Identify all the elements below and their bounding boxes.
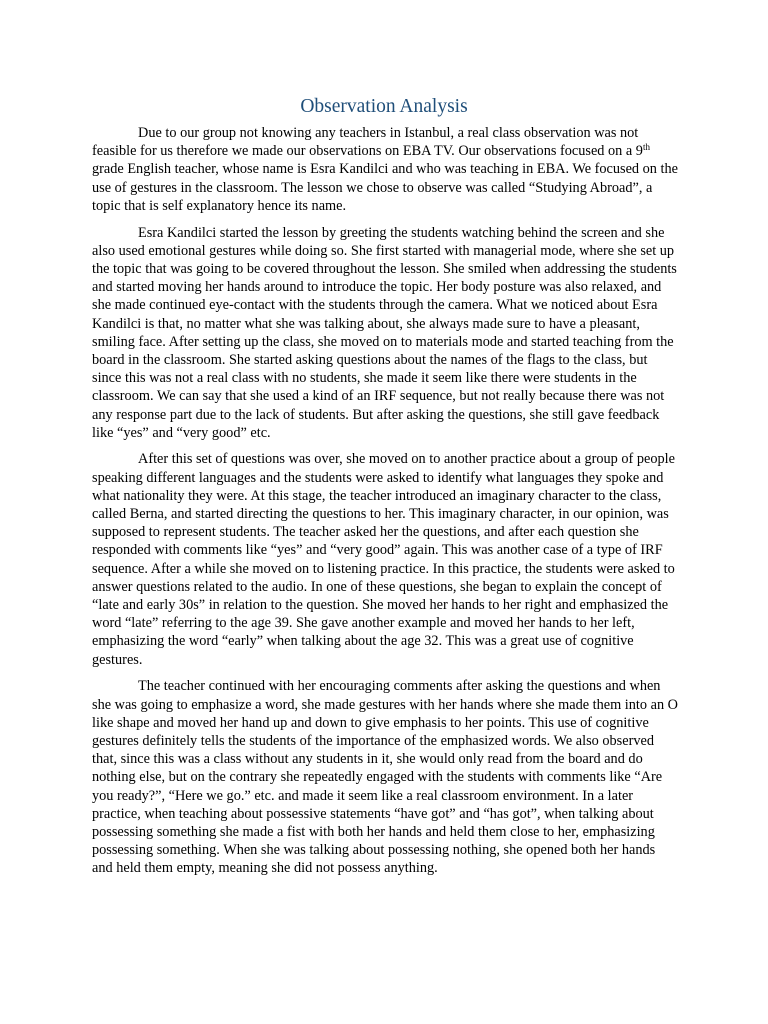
paragraph-3: After this set of questions was over, she moved on to another practice about a group of people speaking different languages and the students were asked to identify what languages they spoke and what nationality they were. At this stage, the teacher introduced an imaginary character to the class, called Berna, and started directing the questions to her. This imaginary character, in our opinion, was supposed to represent students. The teacher asked her the questions, and after each question she responded with comments like “yes” and “very good” again. This was another case of a type of IRF sequence. After a while she moved on to listening practice. In this practice, the students were asked to answer questions related to the audio. In one of these questions, she began to explain the concept of “late and early 30s” in relation to the question. She moved her hands to her right and emphasized the word “late” referring to the age 39. She gave another example and moved her hands to her left, emphasizing the word “early” when talking about the age 32. This was a great use of cognitive gestures. xyxy=(92,451,675,668)
paragraph-2: Esra Kandilci started the lesson by greeting the students watching behind the screen and she also used emotional gestures while doing so. She first started with managerial mode, where she set up the topic that was going to be covered throughout the lesson. She smiled when addressing the students and started moving her hands around to introduce the topic. Her body posture was also relaxed, and she made continued eye-contact with the students through the camera. What we noticed about Esra Kandilci is that, no matter what she was talking about, she always made sure to have a pleasant, smiling face. After setting up the class, she moved on to materials mode and started teaching from the board in the classroom. She started asking questions about the names of the flags to the class, but since this was not a real class with no students, she made it seem like there were students in the classroom. We can say that she used a kind of an IRF sequence, but not really because there was not any response part due to the lack of students. But after asking the questions, she still gave feedback like “yes” and “very good” etc. xyxy=(92,224,677,441)
document-body xyxy=(92,124,678,886)
paragraph-1 xyxy=(92,124,678,215)
paragraph-1-text-end: grade English teacher, whose name is Esra Kandilci and who was teaching in EBA. We focused on the use of gestures in the classroom. The lesson we chose to observe was called “Studying Abroad”, a topic that is self explanatory hence its name. xyxy=(92,161,678,214)
ordinal-superscript: th xyxy=(642,142,650,153)
paragraph-4: The teacher continued with her encouraging comments after asking the questions and when she was going to emphasize a word, she made gestures with her hands where she made them into an O like shape and moved her hand up and down to give emphasis to her points. This use of cognitive gestures definitely tells the students of the importance of the emphasized words. We also observed that, since this was a class without any students in it, she would only read from the board and do nothing else, but on the contrary she repeatedly engaged with the students with comments like “Are you ready?”, “Here we go.” etc. and made it seem like a real classroom environment. In a later practice, when teaching about possessive statements “have got” and “has got”, when talking about possessing something she made a fist with both her hands and held them close to her, emphasizing possessing something. When she was talking about possessing nothing, she opened both her hands and held them empty, meaning she did not possess anything. xyxy=(92,678,679,877)
page-title: Observation Analysis xyxy=(300,96,468,117)
paragraph-1-text-start: Due to our group not knowing any teachers in Istanbul, a real class observation was not feasible for us therefore we made our observations on EBA TV. Our observations focused on a 9 xyxy=(92,125,643,160)
